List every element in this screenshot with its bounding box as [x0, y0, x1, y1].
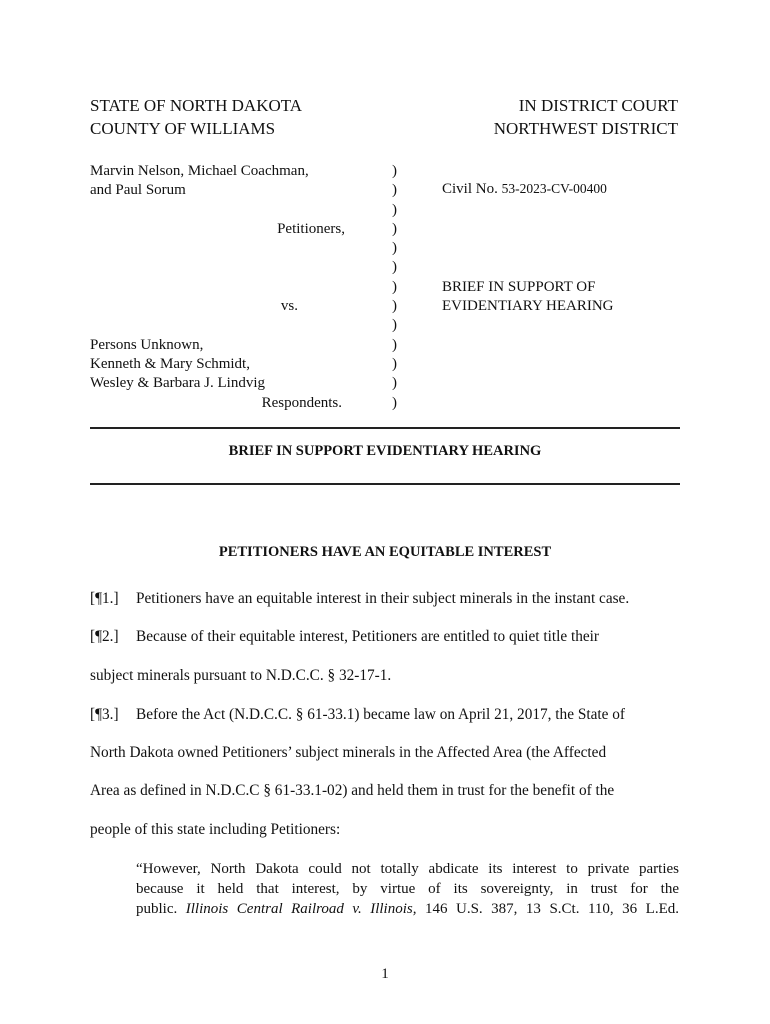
- caption-paren: ): [392, 298, 397, 315]
- caption-paren: ): [392, 201, 397, 218]
- caption-paren: ): [392, 375, 397, 392]
- respondents-label: Respondents.: [261, 394, 342, 411]
- court-header-right: [494, 94, 678, 140]
- respondent-names-line3: Wesley & Barbara J. Lindvig: [90, 375, 265, 392]
- caption-paren: ): [392, 240, 397, 257]
- paragraph-number: [¶3.]: [90, 706, 119, 723]
- case-caption-parties: [90, 162, 390, 413]
- district-name: NORTHWEST DISTRICT: [493, 119, 678, 138]
- paragraph-2-continuation: subject minerals pursuant to N.D.C.C. § 32-17-1.: [90, 667, 392, 684]
- caption-paren: ): [392, 220, 397, 237]
- paragraph-3: [90, 706, 625, 724]
- caption-paren-column: [392, 162, 397, 413]
- civil-number-label: Civil No.: [442, 181, 498, 197]
- block-quote: [136, 859, 679, 919]
- caption-paren: ): [392, 259, 397, 276]
- paragraph-number: [¶1.]: [90, 590, 119, 607]
- document-title-line1: BRIEF IN SUPPORT OF: [442, 279, 596, 295]
- petitioner-names-line2: and Paul Sorum: [90, 182, 186, 199]
- paragraph-3-continuation-1: North Dakota owned Petitioners’ subject minerals in the Affected Area (the Affected: [90, 744, 607, 761]
- civil-number-value: 53-2023-CV-00400: [501, 181, 607, 196]
- caption-paren: ): [392, 355, 397, 372]
- main-title: BRIEF IN SUPPORT EVIDENTIARY HEARING: [228, 443, 542, 459]
- document-title-line2: EVIDENTIARY HEARING: [442, 298, 614, 315]
- section-heading: PETITIONERS HAVE AN EQUITABLE INTEREST: [218, 544, 552, 560]
- county-name: COUNTY OF WILLIAMS: [90, 119, 276, 138]
- case-citation-name: Illinois Central Railroad v. Illinois,: [185, 901, 417, 917]
- paragraph-2: [90, 628, 599, 646]
- paragraph-3-continuation-2: Area as defined in N.D.C.C § 61-33.1-02) and held them in trust for the benefit of the: [90, 782, 615, 799]
- caption-paren: ): [392, 394, 397, 411]
- caption-paren: ): [392, 278, 397, 295]
- petitioner-names-line1: Marvin Nelson, Michael Coachman,: [90, 163, 309, 179]
- paragraph-3-continuation-3: people of this state including Petitioners:: [90, 821, 341, 838]
- page-number: 1: [381, 966, 389, 982]
- paragraph-text: Before the Act (N.D.C.C. § 61-33.1) became law on April 21, 2017, the State of: [136, 706, 625, 723]
- paragraph-text: Petitioners have an equitable interest in their subject minerals in the instant case.: [136, 590, 630, 607]
- versus-label: vs.: [280, 298, 298, 315]
- state-name: STATE OF NORTH DAKOTA: [90, 96, 303, 115]
- quote-line-1: “However, North Dakota could not totally abdicate its interest to private parties: [136, 861, 679, 877]
- caption-paren: ): [392, 336, 397, 353]
- petitioners-label: Petitioners,: [277, 220, 345, 237]
- case-citation-reporter: 146 U.S. 387, 13 S.Ct. 110, 36 L.Ed.: [424, 901, 680, 917]
- horizontal-rule-bottom: [90, 483, 680, 485]
- paragraph-number: [¶2.]: [90, 628, 119, 645]
- caption-paren: ): [392, 317, 397, 334]
- horizontal-rule-top: [90, 427, 680, 429]
- document-title-caption: [442, 278, 614, 317]
- caption-paren: ): [392, 182, 397, 199]
- court-header-left: [90, 94, 302, 140]
- respondent-names-line2: Kenneth & Mary Schmidt,: [90, 355, 250, 372]
- quote-text: public.: [136, 901, 178, 917]
- quote-line-3: [136, 899, 679, 919]
- civil-case-number: [442, 181, 607, 198]
- paragraph-text: Because of their equitable interest, Petitioners are entitled to quiet title their: [136, 628, 599, 645]
- paragraph-1: [90, 590, 629, 608]
- quote-line-2: because it held that interest, by virtue of its sovereignty, in trust for the: [136, 881, 679, 897]
- court-name: IN DISTRICT COURT: [518, 96, 678, 115]
- respondent-names-line1: Persons Unknown,: [90, 336, 204, 353]
- caption-paren: ): [392, 163, 397, 179]
